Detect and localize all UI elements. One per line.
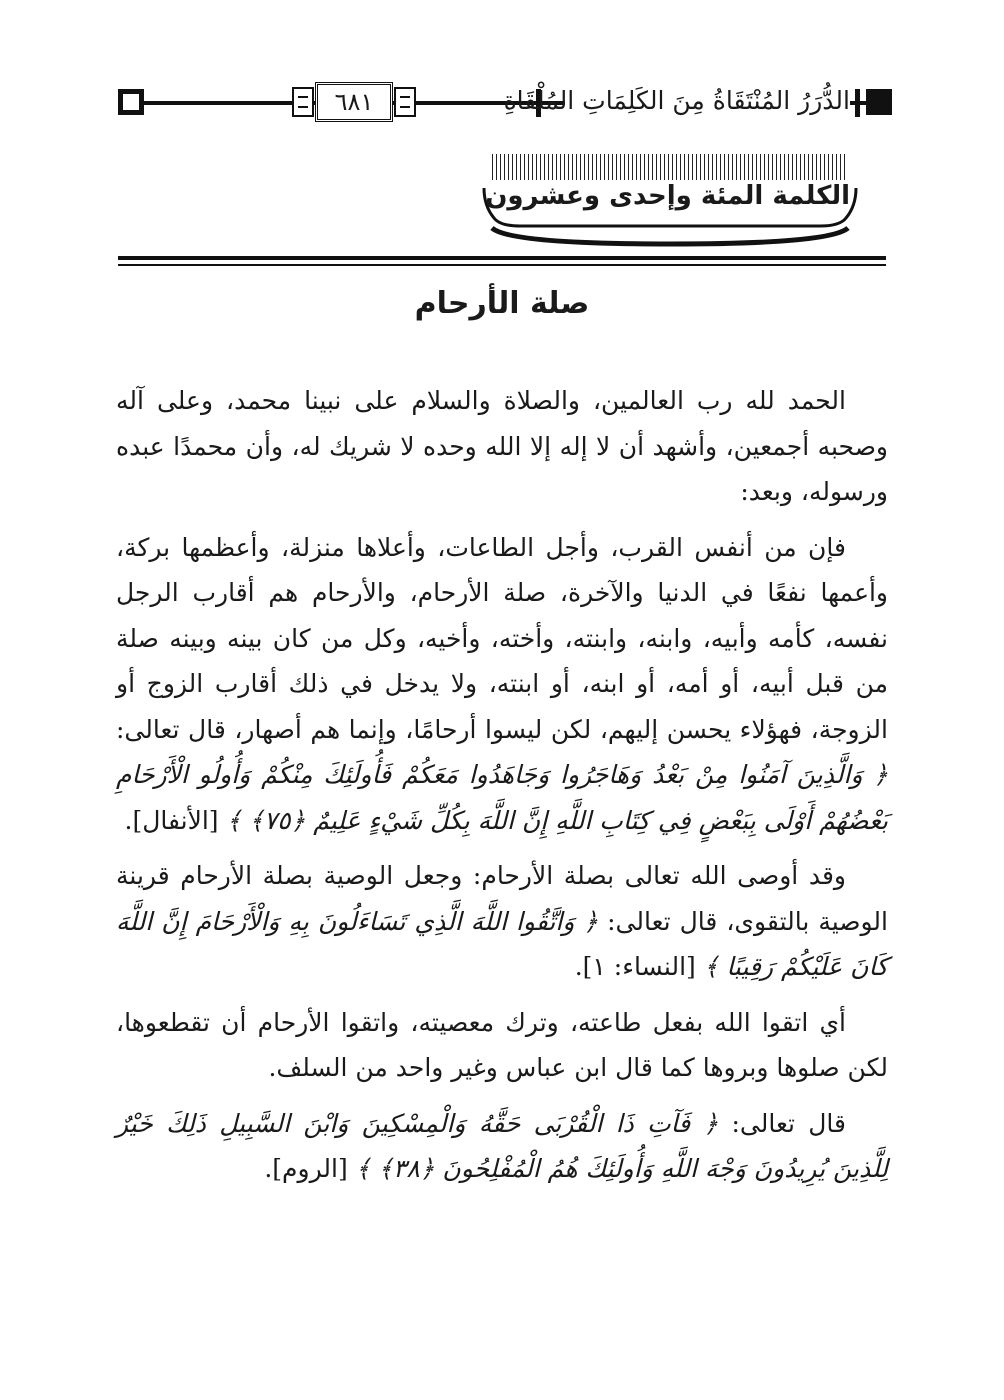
paragraph-text: وقد أوصى الله تعالى بصلة الأرحام: وجعل الوصية بصلة الأرحام قرينة الوصية بالتقوى، قال تعالى: (116, 861, 888, 936)
verse-reference: [النساء: ١]. (574, 952, 696, 981)
double-rule-divider (118, 256, 886, 266)
header-divider-bar-right (855, 89, 860, 117)
running-header (110, 78, 900, 128)
header-square-outline (118, 89, 144, 115)
quran-verse: ﴿ وَاتَّقُوا اللَّهَ الَّذِي تَسَاءَلُونَ بِهِ وَالْأَرْحَامَ إِنَّ اللَّهَ كَانَ عَلَيْكُمْ رَقِيبًا ﴾ (116, 906, 888, 981)
chapter-title: الكلمة المئة وإحدى وعشرون (485, 181, 850, 211)
verse-reference: [الأنفال]. (124, 805, 219, 835)
fret-ornament-left (292, 87, 314, 117)
paragraph-intro: الحمد لله رب العالمين، والصلاة والسلام على نبينا محمد، وعلى آله وصحبه أجمعين، وأشهد أن لا إله إلا الله وحده لا شريك له، وأن محمدًا عبده ورسوله، وبعد: (116, 386, 888, 506)
header-square-filled (866, 89, 892, 115)
header-rule-left (130, 101, 315, 105)
paragraph-verse-rum (116, 1101, 888, 1192)
book-title: الدُّرَرُ المُنْتَقَاةُ مِنَ الكَلِمَاتِ المُلْقَاةِ (565, 80, 850, 122)
quran-verse: ﴿ فَآتِ ذَا الْقُرْبَى حَقَّهُ وَالْمِسْكِينَ وَابْنَ السَّبِيلِ ذَلِكَ خَيْرٌ لِلَّذِينَ يُرِيدُونَ وَجْهَ اللَّهِ وَأُولَئِكَ هُمُ الْمُفْلِحُونَ ﴿٣٨﴾ ﴾ (116, 1108, 888, 1183)
chapter-banner (470, 148, 870, 248)
paragraph-explanation: أي اتقوا الله بفعل طاعته، وترك معصيته، واتقوا الأرحام أن تقطعوها، لكن صلوها وبروها كما قال ابن عباس وغير واحد من السلف. (116, 1007, 888, 1082)
paragraph-definition (116, 525, 888, 844)
paragraph-commandment (116, 853, 888, 990)
section-heading: صلة الأرحام (414, 286, 590, 321)
body-text (116, 378, 888, 1202)
quran-verse: ﴿ وَالَّذِينَ آمَنُوا مِنْ بَعْدُ وَهَاجَرُوا وَجَاهَدُوا مَعَكُمْ فَأُولَئِكَ مِنْكُمْ وَأُولُو الْأَرْحَامِ بَعْضُهُمْ أَوْلَى بِبَعْضٍ فِي كِتَابِ اللَّهِ إِنَّ اللَّهَ بِكُلِّ شَيْءٍ عَلِيمٌ ﴿٧٥﴾ ﴾ (116, 760, 888, 835)
page-number: ٦٨١ (315, 82, 393, 122)
verse-reference: [الروم]. (264, 1154, 348, 1183)
paragraph-text: فإن من أنفس القرب، وأجل الطاعات، وأعلاها منزلة، وأعظمها بركة، وأعمها نفعًا في الدنيا والآخرة، صلة الأرحام، والأرحام هم أقارب الرجل نفسه، كأمه وأبيه، وابنه، وابنته، وأخته، وأخيه، وكل من كان بينه وبينه صلة من قبل أبيه، أو أمه، أو ابنه، أو ابنته، ولا يدخل في ذلك أقارب الزوج أو الزوجة، فهؤلاء يحسن إليهم، لكن ليسوا أرحامًا، وإنما هم أصهار، قال تعالى: (116, 532, 888, 744)
paragraph-text: قال تعالى: (731, 1108, 847, 1138)
fret-ornament-right (394, 87, 416, 117)
